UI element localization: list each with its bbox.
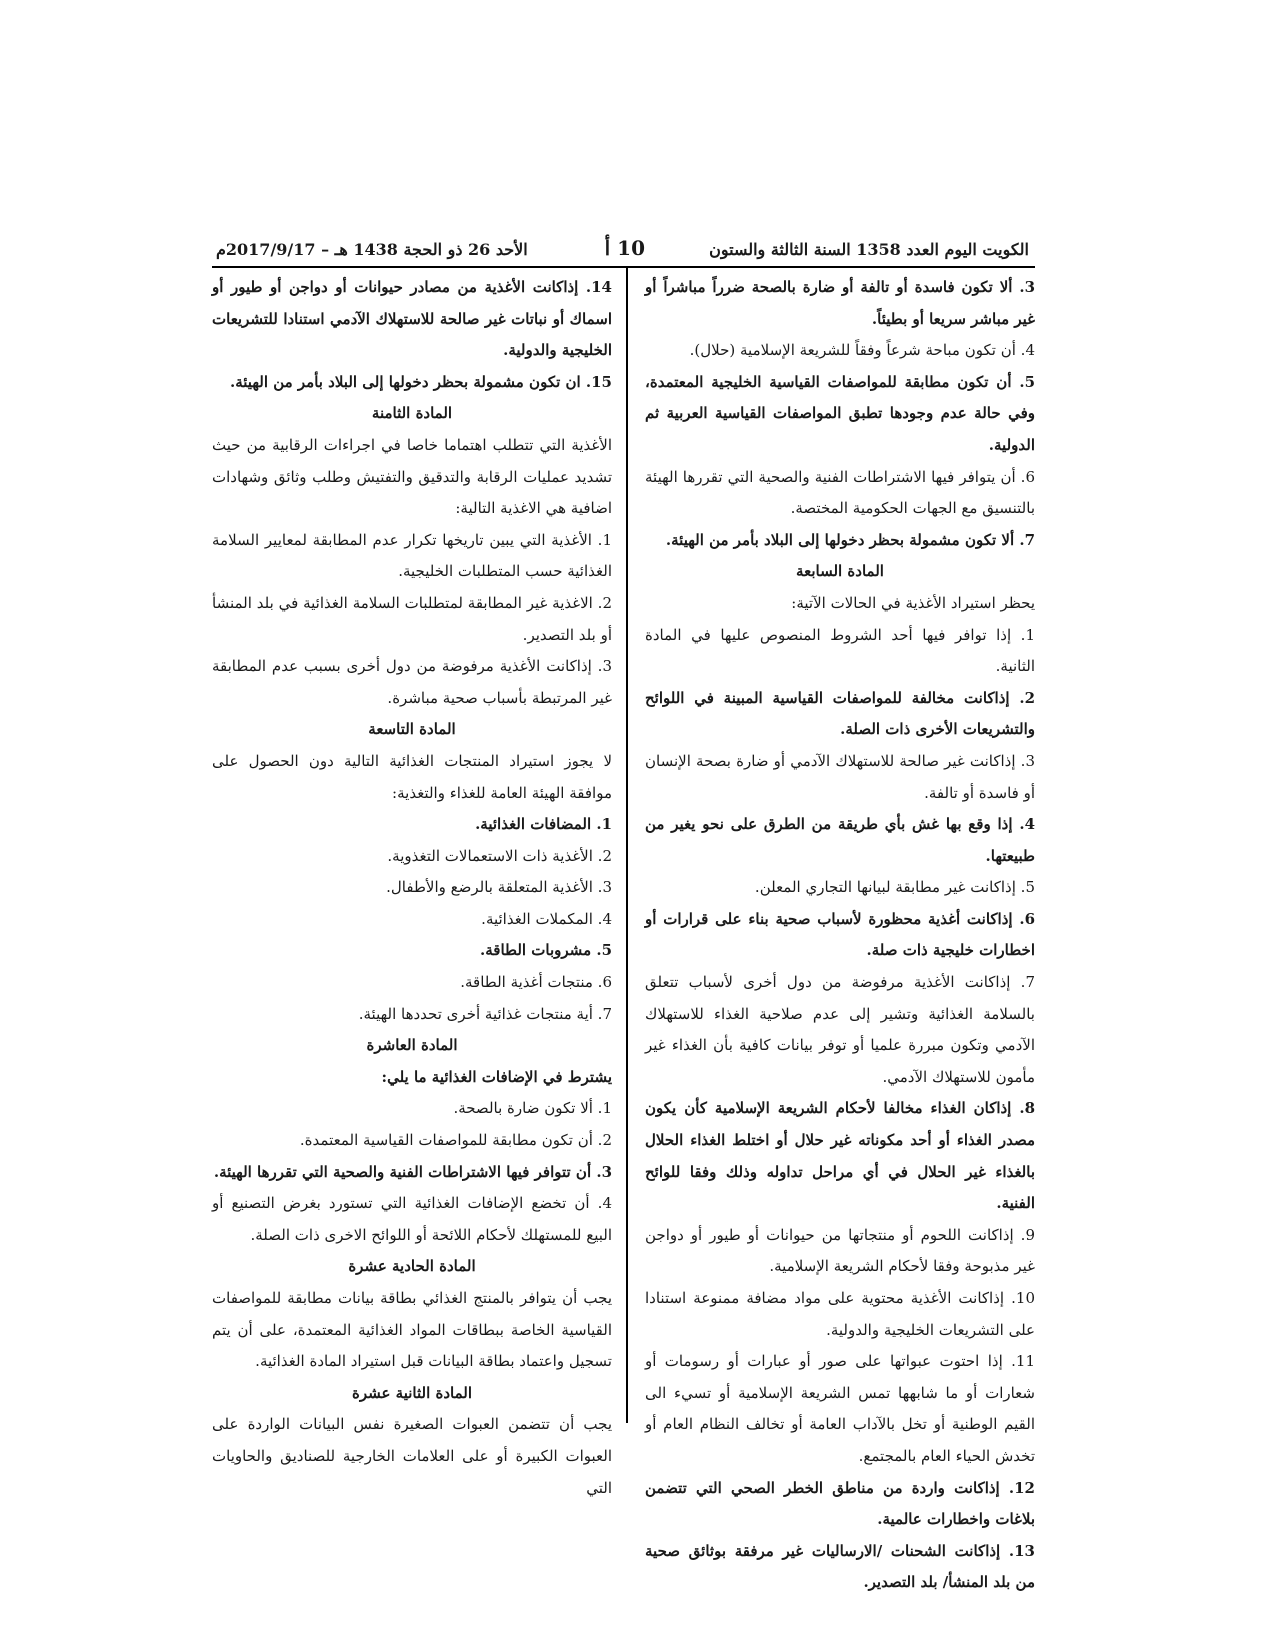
paragraph: لا يجوز استيراد المنتجات الغذائية التالية دون الحصول على موافقة الهيئة العامة للغذاء والتغذية: <box>212 751 612 802</box>
paragraph: 2. إذاكانت مخالفة للمواصفات القياسية المبينة في اللوائح والتشريعات الأخرى ذات الصلة. <box>645 688 1035 739</box>
paragraph: 13. إذاكانت الشحنات /الارساليات غير مرفقة بوثائق صحية من بلد المنشأ/ بلد التصدير. <box>645 1541 1035 1592</box>
column-divider <box>626 266 628 1423</box>
page-number: 10 أ <box>604 236 645 260</box>
paragraph: يحظر استيراد الأغذية في الحالات الآتية: <box>791 593 1035 612</box>
paragraph: 3. إذاكانت الأغذية مرفوضة من دول أخرى بسبب عدم المطابقة غير المرتبطة بأسباب صحية مباشرة. <box>212 657 612 707</box>
paragraph: 4. المكملات الغذائية. <box>481 909 612 928</box>
paragraph: 1. ألا تكون ضارة بالصحة. <box>453 1099 612 1118</box>
paragraph: 4. أن تكون مباحة شرعاً وفقاً للشريعة الإسلامية (حلال). <box>689 341 1035 360</box>
paragraph: يجب أن يتوافر بالمنتج الغذائي بطاقة بيانات مطابقة للمواصفات القياسية الخاصة ببطاقات المواد الغذائية المعتمدة، على أن يتم تسجيل واعتماد بطاقة البيانات قبل استيراد المادة الغذائية. <box>212 1289 612 1371</box>
paragraph: 5. إذاكانت غير مطابقة لبيانها التجاري المعلن. <box>754 878 1035 897</box>
paragraph: 3. ألا تكون فاسدة أو تالفة أو ضارة بالصحة ضرراً مباشراً أو غير مباشر سريعا أو بطيئاً. <box>645 278 1035 328</box>
paragraph: 7. ألا تكون مشمولة بحظر دخولها إلى البلاد بأمر من الهيئة. <box>665 530 1035 549</box>
page-header <box>212 232 1035 266</box>
paragraph: 1. إذا توافر فيها أحد الشروط المنصوص عليها في المادة الثانية. <box>645 625 1035 676</box>
article-heading: المادة الثانية عشرة <box>351 1383 472 1402</box>
article-heading: المادة السابعة <box>796 562 884 581</box>
paragraph: 5. مشروبات الطاقة. <box>480 941 612 960</box>
paragraph: 3. الأغذية المتعلقة بالرضع والأطفال. <box>386 878 612 897</box>
right-column <box>645 272 1035 1599</box>
paragraph: 7. إذاكانت الأغذية مرفوضة من دول أخرى لأسباب تتعلق بالسلامة الغذائية وتشير إلى عدم صلاحية الغذاء للاستهلاك الآدمي وتكون مبررة علميا أو توفر بيانات كافية بأن الغذاء غير مأمون للاستهلاك الآدمي. <box>645 973 1035 1086</box>
paragraph: الأغذية التي تتطلب اهتماما خاصا في اجراءات الرقابية من حيث تشديد عمليات الرقابة والتدقيق والتفتيش وطلب وثائق وشهادات اضافية هي الاغذية التالية: <box>212 435 612 518</box>
issue-date: الأحد 26 ذو الحجة 1438 هـ – 2017/9/17م <box>216 240 528 259</box>
header-rule <box>212 266 1035 268</box>
paragraph: يشترط في الإضافات الغذائية ما يلي: <box>381 1067 612 1086</box>
left-column <box>212 272 612 1504</box>
article-heading: المادة الثامنة <box>371 404 453 423</box>
paragraph: 5. أن تكون مطابقة للمواصفات القياسية الخليجية المعتمدة، وفي حالة عدم وجودها تطبق المواصفات القياسية العربية ثم الدولية. <box>645 372 1035 454</box>
paragraph: 6. منتجات أغذية الطاقة. <box>460 973 612 992</box>
gazette-issue-info: الكويت اليوم العدد 1358 السنة الثالثة والستون <box>709 240 1029 259</box>
paragraph: 1. الأغذية التي يبين تاريخها تكرار عدم المطابقة لمعايير السلامة الغذائية حسب المتطلبات الخليجية. <box>212 530 612 581</box>
paragraph: 6. أن يتوافر فيها الاشتراطات الفنية والصحية التي تقررها الهيئة بالتنسيق مع الجهات الحكومية المختصة. <box>645 467 1035 518</box>
paragraph: 4. إذا وقع بها غش بأي طريقة من الطرق على نحو يغير من طبيعتها. <box>645 815 1035 865</box>
paragraph: 14. إذاكانت الأغذية من مصادر حيوانات أو دواجن أو طيور أو اسماك أو نباتات غير صالحة للاستهلاك الآدمي استنادا للتشريعات الخليجية والدولية. <box>212 278 612 360</box>
article-heading: المادة العاشرة <box>366 1036 458 1055</box>
paragraph: 11. إذا احتوت عبواتها على صور أو عبارات أو رسومات أو شعارات أو ما شابهها تمس الشريعة الإسلامية أو تسيء الى القيم الوطنية أو تخل بالآداب العامة أو تخالف النظام العام أو تخدش الحياء العام بالمجتمع. <box>645 1352 1035 1465</box>
paragraph: 6. إذاكانت أغذية محظورة لأسباب صحية بناء على قرارات أو اخطارات خليجية ذات صلة. <box>645 909 1035 960</box>
paragraph: 15. ان تكون مشمولة بحظر دخولها إلى البلاد بأمر من الهيئة. <box>230 372 612 391</box>
paragraph: يجب أن تتضمن العبوات الصغيرة نفس البيانات الواردة على العبوات الكبيرة أو على العلامات الخارجية للصناديق والحاويات التي <box>212 1415 612 1497</box>
article-heading: المادة التاسعة <box>368 720 456 739</box>
paragraph: 4. أن تخضع الإضافات الغذائية التي تستورد بغرض التصنيع أو البيع للمستهلك لأحكام اللائحة أو اللوائح الاخرى ذات الصلة. <box>212 1194 612 1244</box>
paragraph: 10. إذاكانت الأغذية محتوية على مواد مضافة ممنوعة استنادا على التشريعات الخليجية والدولية. <box>645 1289 1035 1339</box>
paragraph: 9. إذاكانت اللحوم أو منتجاتها من حيوانات أو طيور أو دواجن غير مذبوحة وفقا لأحكام الشريعة الإسلامية. <box>645 1225 1035 1276</box>
paragraph: 3. إذاكانت غير صالحة للاستهلاك الآدمي أو ضارة بصحة الإنسان أو فاسدة أو تالفة. <box>645 751 1035 802</box>
paragraph: 2. الأغذية ذات الاستعمالات التغذوية. <box>387 846 612 865</box>
paragraph: 12. إذاكانت واردة من مناطق الخطر الصحي التي تتضمن بلاغات واخطارات عالمية. <box>645 1478 1035 1529</box>
paragraph: 7. أية منتجات غذائية أخرى تحددها الهيئة. <box>358 1004 612 1023</box>
paragraph: 2. أن تكون مطابقة للمواصفات القياسية المعتمدة. <box>299 1131 612 1150</box>
paragraph: 2. الاغذية غير المطابقة لمتطلبات السلامة الغذائية في بلد المنشأ أو بلد التصدير. <box>212 593 612 644</box>
paragraph: 8. إذاكان الغذاء مخالفا لأحكام الشريعة الإسلامية كأن يكون مصدر الغذاء أو أحد مكوناته غير حلال أو اختلط الغذاء الحلال بالغذاء غير الحلال في أي مراحل تداوله وذلك وفقا للوائح الفنية. <box>645 1099 1035 1213</box>
article-heading: المادة الحادية عشرة <box>348 1257 476 1276</box>
paragraph: 1. المضافات الغذائية. <box>475 815 612 834</box>
paragraph: 3. أن تتوافر فيها الاشتراطات الفنية والصحية التي تقررها الهيئة. <box>213 1162 612 1181</box>
